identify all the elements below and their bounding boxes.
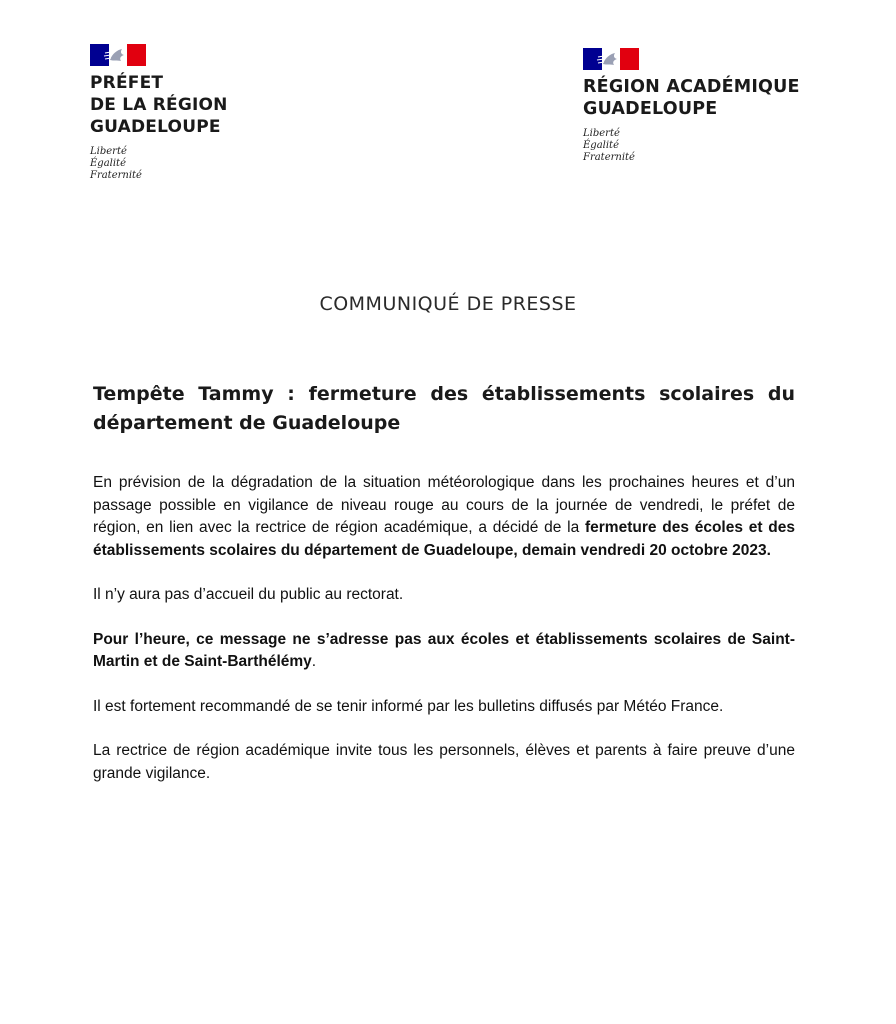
paragraph-text: Il est fortement recommandé de se tenir informé par les bulletins diffusés par Météo France.: [93, 697, 724, 715]
republic-motto: Liberté Égalité Fraternité: [583, 128, 635, 163]
marianne-flag-icon: [90, 44, 146, 66]
paragraph-meteo-france: [93, 696, 795, 719]
paragraph-bold-text: Pour l’heure, ce message ne s’adresse pas aux écoles et établissements scolaires de Saint-Martin et de Saint-Barthélémy: [93, 630, 795, 670]
paragraph-closure-decision: [93, 472, 795, 562]
paragraph-vigilance: [93, 740, 795, 785]
press-release-body: [93, 472, 795, 807]
press-release-header: COMMUNIQUÉ DE PRESSE: [319, 293, 577, 315]
region-academique-logo: [583, 48, 800, 164]
prefet-logo-title: PRÉFET DE LA RÉGION GUADELOUPE: [90, 73, 228, 137]
republic-motto: Liberté Égalité Fraternité: [90, 146, 142, 181]
paragraph-text: En prévision de la dégradation de la situation météorologique dans les prochaines heures et d’un passage possible en vigilance de niveau rouge au cours de la journée de vendredi, le préfet de région, en lien avec la rectrice de région académique, a décidé de la: [93, 474, 795, 536]
region-academique-logo-title: RÉGION ACADÉMIQUE GUADELOUPE: [583, 77, 800, 119]
paragraph-text: La rectrice de région académique invite tous les personnels, élèves et parents à faire preuve d’une grande vigilance.: [93, 742, 795, 782]
press-release-title: Tempête Tammy : fermeture des établissements scolaires du département de Guadeloupe: [93, 383, 795, 434]
paragraph-exceptions: [93, 629, 795, 674]
paragraph-bold-text: fermeture des écoles et des établissements scolaires du département de Guadeloupe, demain vendredi 20 octobre 2023.: [93, 519, 795, 559]
marianne-flag-icon: [583, 48, 639, 70]
prefet-logo: [90, 44, 228, 182]
paragraph-text: .: [311, 653, 317, 670]
paragraph-rectorat: [93, 584, 795, 607]
paragraph-text: Il n’y aura pas d’accueil du public au rectorat.: [93, 586, 404, 603]
